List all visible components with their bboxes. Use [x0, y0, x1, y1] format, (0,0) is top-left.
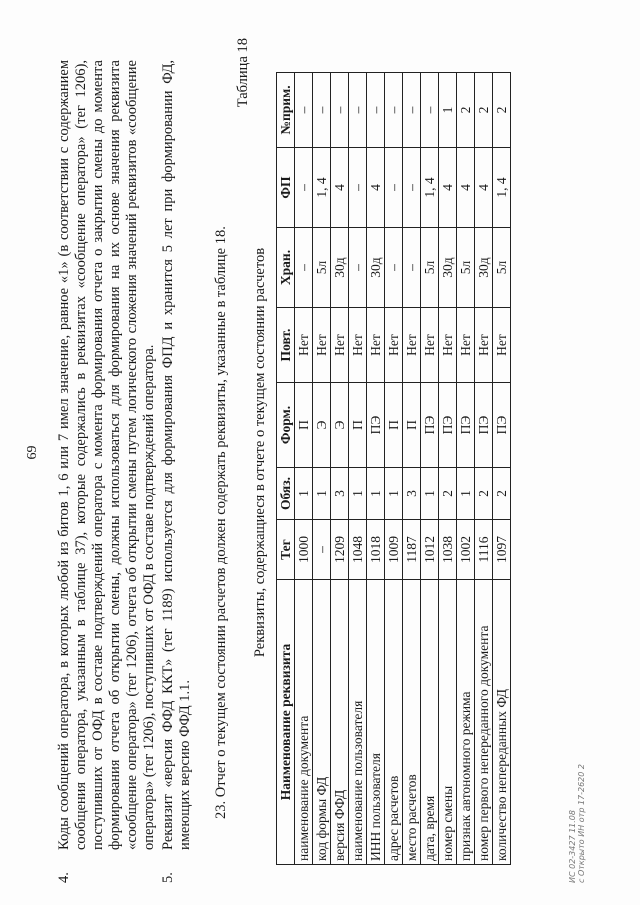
table-cell: – — [313, 73, 331, 148]
table-body — [295, 73, 511, 865]
table-cell: 30д — [475, 228, 493, 308]
table-cell: код формы ФД — [313, 580, 331, 865]
table-row — [403, 73, 421, 865]
table-cell: 1 — [367, 468, 385, 520]
table-cell: Нет — [421, 308, 439, 383]
table-cell: Нет — [493, 308, 511, 383]
table-cell: 1002 — [457, 520, 475, 580]
table-cell: – — [385, 228, 403, 308]
table-row — [331, 73, 349, 865]
table-cell: 30д — [331, 228, 349, 308]
table-cell: признак автономного режима — [457, 580, 475, 865]
table-cell: наименование документа — [295, 580, 313, 865]
table-cell: 1 — [457, 468, 475, 520]
table-cell: 4 — [331, 148, 349, 228]
table-row — [367, 73, 385, 865]
table-cell: Нет — [313, 308, 331, 383]
table-cell: – — [367, 73, 385, 148]
table-cell: – — [403, 73, 421, 148]
table-row — [421, 73, 439, 865]
archive-stamp — [568, 764, 586, 883]
list-item-number: 4. — [56, 872, 72, 883]
table-cell: 1018 — [367, 520, 385, 580]
rotated-content — [20, 20, 620, 885]
table-cell: 4 — [367, 148, 385, 228]
table-cell: Нет — [331, 308, 349, 383]
table-cell: 1 — [385, 468, 403, 520]
table-cell: 2 — [439, 468, 457, 520]
table-cell: ИНН пользователя — [367, 580, 385, 865]
table-cell: 4 — [475, 148, 493, 228]
table-cell: – — [349, 73, 367, 148]
table-cell: 2 — [493, 468, 511, 520]
table-header-row — [277, 73, 295, 865]
table-cell: – — [349, 148, 367, 228]
table-cell: 1, 4 — [313, 148, 331, 228]
stamp-text: ИС 02-3427 11.08 с Открыто ИН отр 17-2620 2 — [568, 764, 586, 883]
table-cell: П — [295, 383, 313, 468]
table-cell: – — [295, 73, 313, 148]
table-row — [349, 73, 367, 865]
table-cell: ПЭ — [421, 383, 439, 468]
table-row — [313, 73, 331, 865]
table-cell: Нет — [349, 308, 367, 383]
table-row — [439, 73, 457, 865]
table-cell: номер первого непереданного документа — [475, 580, 493, 865]
table-cell: 1097 — [493, 520, 511, 580]
table-cell: – — [385, 73, 403, 148]
table-row — [493, 73, 511, 865]
table-cell: 2 — [493, 73, 511, 148]
table-cell: 3 — [331, 468, 349, 520]
table-cell: версия ФФД — [331, 580, 349, 865]
table-cell: Нет — [403, 308, 421, 383]
table-cell: 1209 — [331, 520, 349, 580]
table-cell: 1009 — [385, 520, 403, 580]
table-cell: – — [403, 228, 421, 308]
table-cell: 1 — [421, 468, 439, 520]
page-number: 69 — [25, 445, 40, 460]
table-title: Реквизиты, содержащиеся в отчете о текущем состоянии расчетов — [252, 247, 268, 658]
table-cell: ПЭ — [493, 383, 511, 468]
table-cell: 1 — [439, 73, 457, 148]
column-header: Хран. — [277, 228, 295, 308]
table-cell: Нет — [457, 308, 475, 383]
table-cell: 30д — [439, 228, 457, 308]
table-cell: Нет — [295, 308, 313, 383]
table-cell: Нет — [367, 308, 385, 383]
table-cell: 4 — [457, 148, 475, 228]
list-item-4 — [56, 60, 158, 883]
table-cell: адрес расчетов — [385, 580, 403, 865]
table-cell: 1116 — [475, 520, 493, 580]
table-row — [385, 73, 403, 865]
table-cell: 3 — [403, 468, 421, 520]
table-cell: 4 — [439, 148, 457, 228]
table-cell: 5л — [457, 228, 475, 308]
table-cell: 5л — [493, 228, 511, 308]
requisites-table — [276, 72, 511, 865]
table-cell: 1012 — [421, 520, 439, 580]
table-row — [475, 73, 493, 865]
table-row — [295, 73, 313, 865]
table-cell: – — [295, 148, 313, 228]
table-caption: Таблица 18 — [235, 38, 251, 108]
table-cell: наименование пользователя — [349, 580, 367, 865]
table-cell: ПЭ — [367, 383, 385, 468]
table-cell: – — [331, 73, 349, 148]
table-cell: место расчетов — [403, 580, 421, 865]
table-cell: количество непереданных ФД — [493, 580, 511, 865]
table-cell: 2 — [475, 73, 493, 148]
table-cell: 1000 — [295, 520, 313, 580]
table-cell: Э — [331, 383, 349, 468]
list-item-number: 5. — [160, 872, 176, 883]
table-cell: 1 — [313, 468, 331, 520]
table-cell: – — [349, 228, 367, 308]
table-cell: 1038 — [439, 520, 457, 580]
table-cell: 1187 — [403, 520, 421, 580]
table-cell: 2 — [475, 468, 493, 520]
table-cell: П — [403, 383, 421, 468]
table-cell: ПЭ — [439, 383, 457, 468]
table-cell: ПЭ — [457, 383, 475, 468]
list-item-text: Реквизит «версия ФФД ККТ» (тег 1189) используется для формирования ФПД и хранится 5 лет при формировании ФД, имеющих версию ФФД 1.1. — [160, 60, 193, 850]
list-item-text: Коды сообщений оператора, в которых любой из битов 1, 6 или 7 имел значение, равное «1» (в соответствии с содержанием сообщения оператора, указанным в таблице 37), которые содержались в реквизитах «сообщение оператора» (тег 1206), поступивших от ОФД в составе подтверждений оператора с момента формирования отчета о закрытии смены до момента формирования отчета об открытии смены, должны использоваться для формирования на их основе значения реквизита «сообщение оператора» (тег 1206), отчета об открытии смены путем логического сложения значений реквизитов «сообщение оператора» (тег 1206), поступивших от ОФД в составе подтверждений оператора. — [56, 60, 157, 850]
table-cell: 1 — [349, 468, 367, 520]
column-header: ФП — [277, 148, 295, 228]
table-cell: 1, 4 — [421, 148, 439, 228]
table-cell: – — [385, 148, 403, 228]
table-cell: 5л — [313, 228, 331, 308]
table-cell: Нет — [439, 308, 457, 383]
table-cell: – — [313, 520, 331, 580]
table-cell: 5л — [421, 228, 439, 308]
table-cell: 1 — [295, 468, 313, 520]
table-cell: – — [421, 73, 439, 148]
table-row — [457, 73, 475, 865]
column-header: Форм. — [277, 383, 295, 468]
table-header — [277, 73, 295, 865]
table-cell: – — [295, 228, 313, 308]
table-cell: 30д — [367, 228, 385, 308]
column-header: №прим. — [277, 73, 295, 148]
column-header: Наименование реквизита — [277, 580, 295, 865]
table-cell: П — [349, 383, 367, 468]
table-cell: Э — [313, 383, 331, 468]
table-cell: Нет — [475, 308, 493, 383]
section-heading: 23. Отчет о текущем состоянии расчетов должен содержать реквизиты, указанные в таблице 18. — [213, 226, 229, 819]
column-header: Тег — [277, 520, 295, 580]
list-item-5 — [160, 60, 194, 883]
table-cell: номер смены — [439, 580, 457, 865]
column-header: Повт. — [277, 308, 295, 383]
column-header: Обяз. — [277, 468, 295, 520]
table-cell: – — [403, 148, 421, 228]
table-cell: П — [385, 383, 403, 468]
table-cell: 2 — [457, 73, 475, 148]
table-cell: Нет — [385, 308, 403, 383]
table-cell: дата, время — [421, 580, 439, 865]
table-cell: 1, 4 — [493, 148, 511, 228]
table-cell: ПЭ — [475, 383, 493, 468]
table-cell: 1048 — [349, 520, 367, 580]
